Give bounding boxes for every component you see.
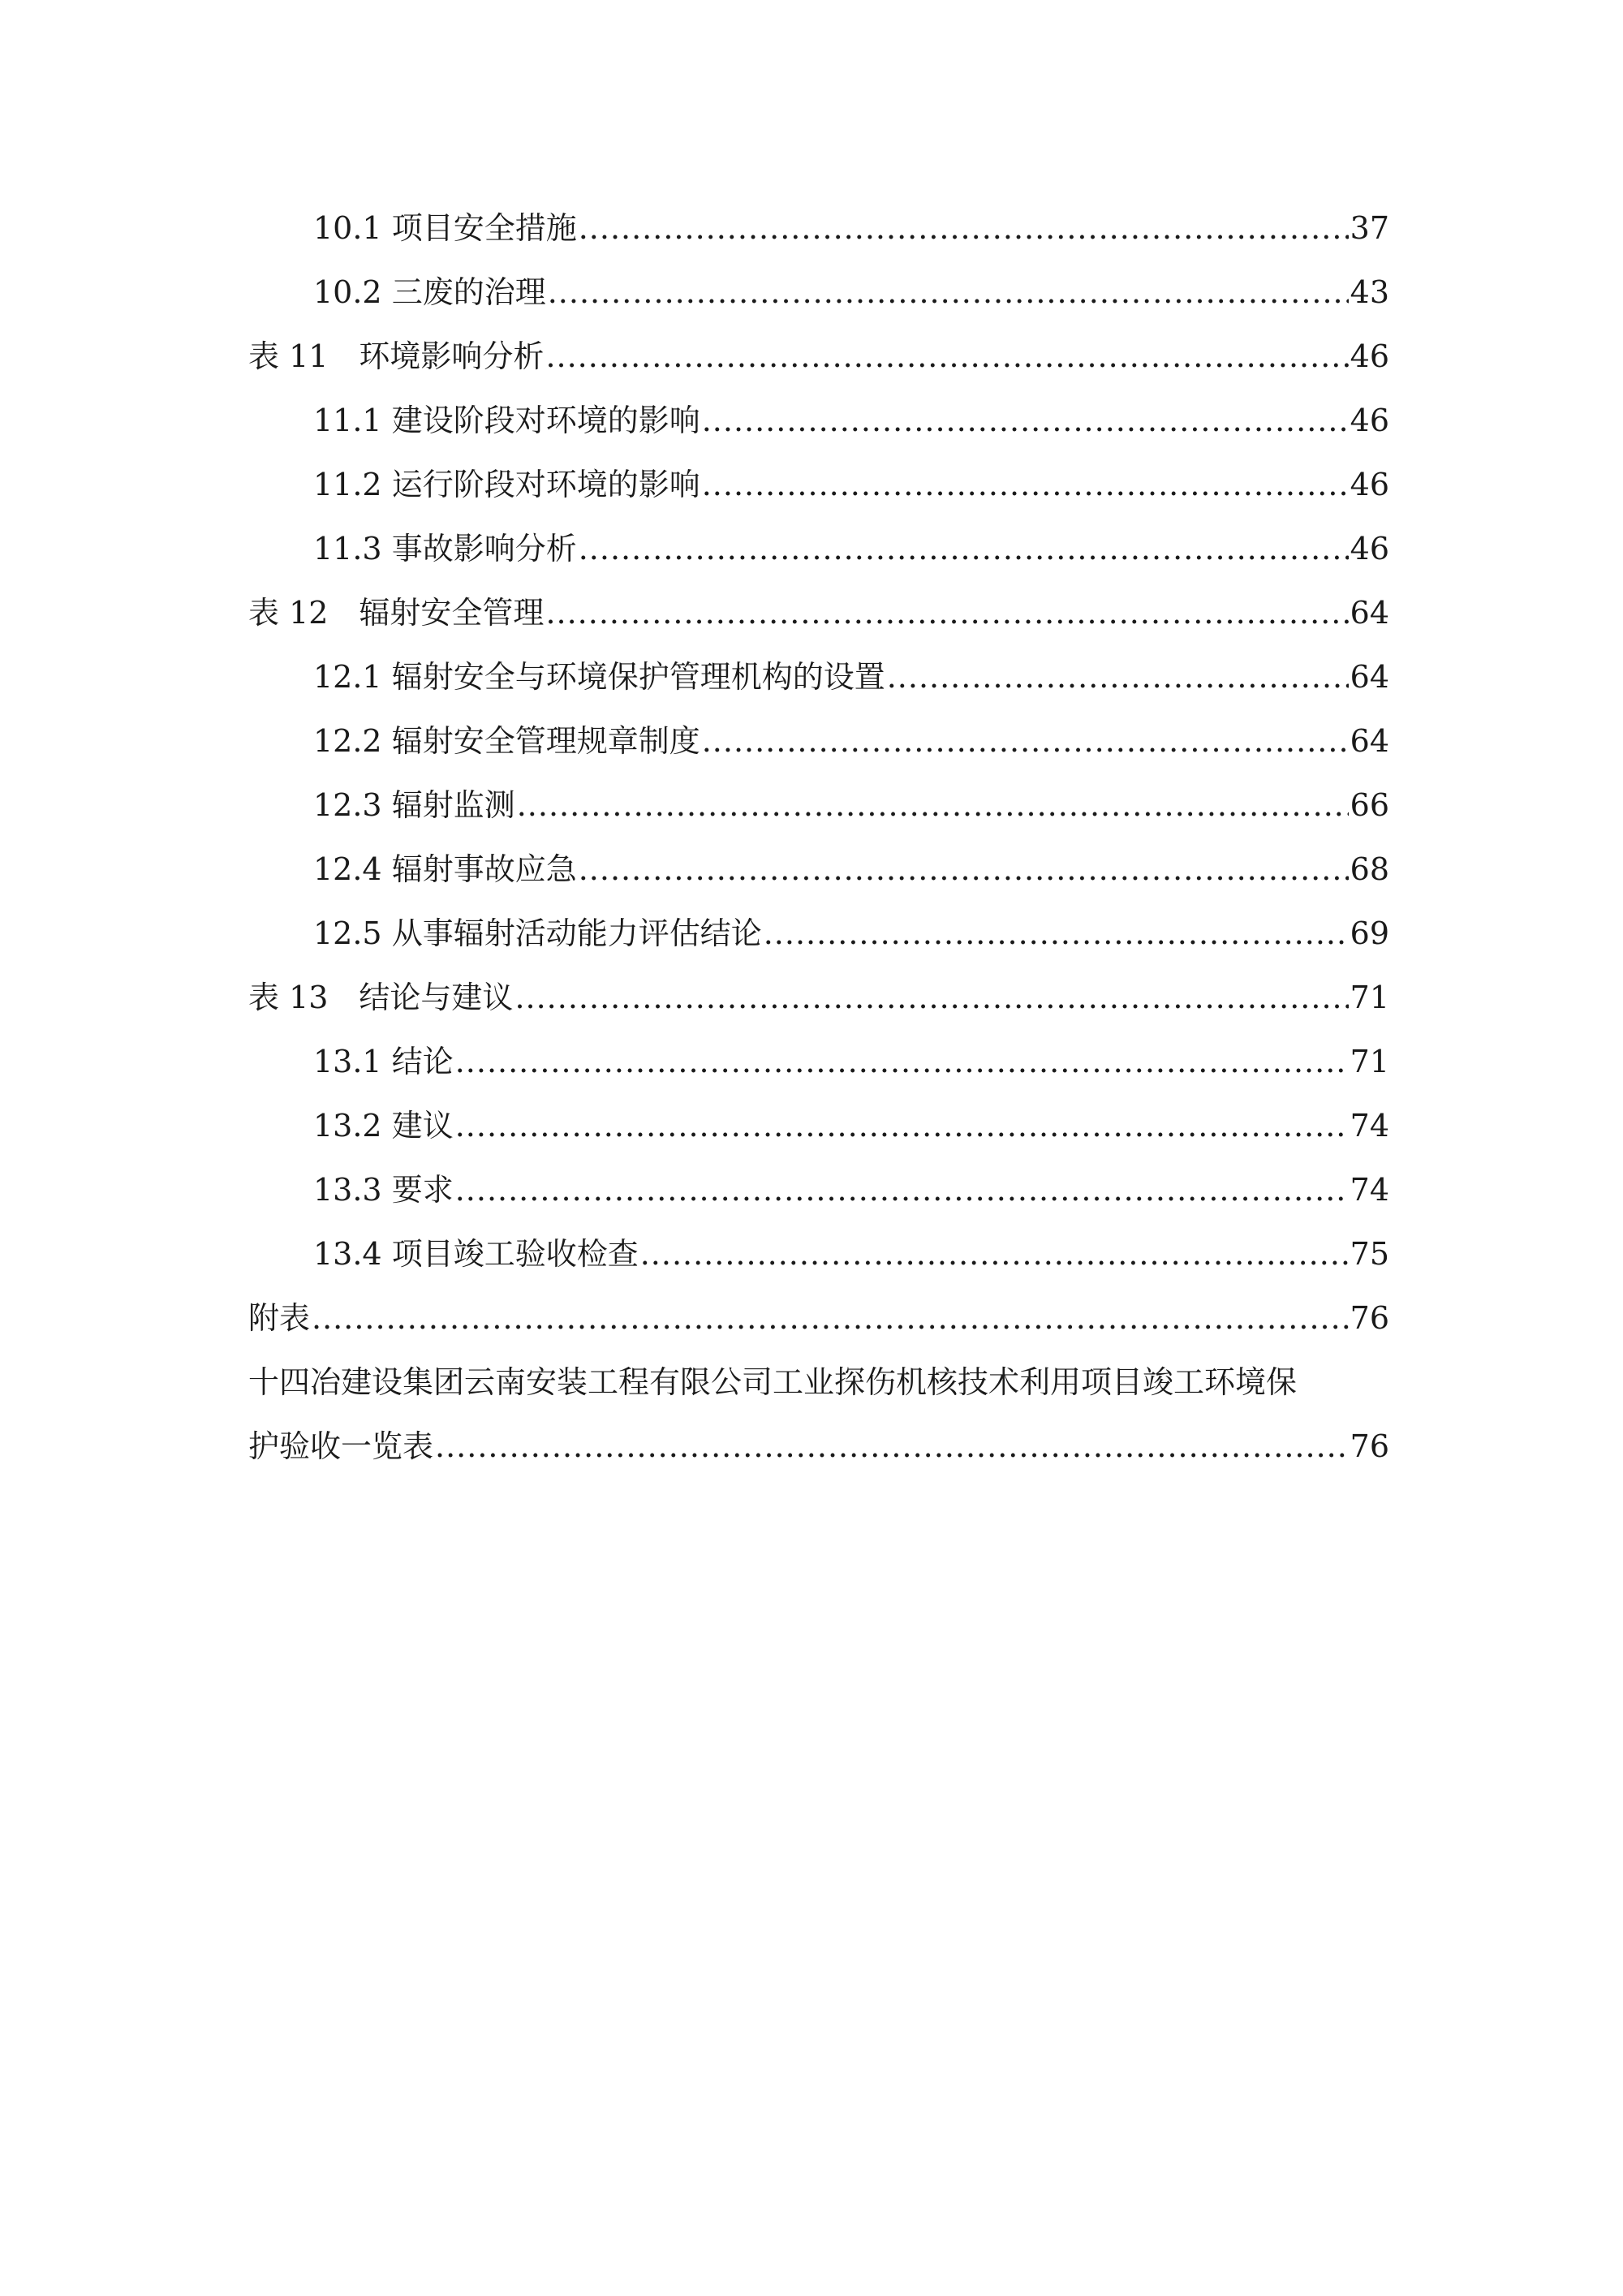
toc-page-number: 69 (1350, 915, 1389, 951)
toc-dot-leader (640, 1222, 1349, 1286)
toc-page-number: 43 (1350, 274, 1389, 310)
toc-page-number: 64 (1350, 723, 1389, 759)
toc-entry[interactable] (248, 709, 1389, 773)
toc-entry[interactable] (248, 261, 1389, 325)
toc-entry-label: 10.2 三废的治理 (313, 274, 546, 310)
toc-page-number: 71 (1350, 1044, 1389, 1079)
toc-entry-label: 13.2 建议 (313, 1108, 454, 1144)
table-of-contents (248, 196, 1389, 1479)
toc-dot-leader (702, 709, 1349, 773)
toc-entry-label: 表 11 环境影响分析 (248, 338, 545, 374)
toc-dot-leader (455, 1030, 1349, 1094)
toc-dot-leader (312, 1286, 1349, 1350)
toc-page-number: 46 (1350, 403, 1389, 438)
toc-page-number: 76 (1350, 1300, 1389, 1336)
toc-entry-label: 12.3 辐射监测 (313, 787, 515, 823)
toc-entry[interactable] (248, 773, 1389, 838)
toc-dot-leader (517, 773, 1349, 838)
toc-entry[interactable] (248, 325, 1389, 389)
toc-page-number: 74 (1350, 1108, 1389, 1144)
toc-page-number: 66 (1350, 787, 1389, 823)
toc-dot-leader (579, 838, 1349, 902)
toc-entry-label-line2: 护验收一览表 (248, 1428, 434, 1464)
toc-entry[interactable] (248, 1158, 1389, 1222)
toc-entry-label-line1: 十四冶建设集团云南安装工程有限公司工业探伤机核技术利用项目竣工环境保 (248, 1364, 1298, 1400)
toc-entry[interactable] (248, 581, 1389, 645)
toc-page-number: 46 (1350, 531, 1389, 566)
toc-entry-label: 13.4 项目竣工验收检查 (313, 1236, 639, 1272)
toc-entry-label: 12.2 辐射安全管理规章制度 (313, 723, 700, 759)
toc-dot-leader (435, 1415, 1349, 1479)
toc-page-number: 64 (1350, 659, 1389, 695)
toc-entry-label: 13.3 要求 (313, 1172, 454, 1208)
toc-entry[interactable] (248, 966, 1389, 1030)
toc-page-number: 64 (1350, 595, 1389, 631)
toc-dot-leader (514, 966, 1348, 1030)
toc-dot-leader (455, 1158, 1349, 1222)
toc-page-number: 68 (1350, 851, 1389, 887)
toc-entry[interactable] (248, 902, 1389, 966)
toc-entry[interactable] (248, 1094, 1389, 1158)
toc-dot-leader (702, 389, 1349, 453)
toc-dot-leader (702, 453, 1349, 517)
toc-entry[interactable] (248, 196, 1389, 261)
toc-entry-label: 表 12 辐射安全管理 (248, 595, 545, 631)
toc-entry-wrapped[interactable] (248, 1350, 1389, 1479)
toc-dot-leader (887, 645, 1349, 709)
toc-entry-label: 12.5 从事辐射活动能力评估结论 (313, 915, 762, 951)
toc-entry-label: 13.1 结论 (313, 1044, 454, 1079)
toc-page-number: 46 (1350, 467, 1389, 502)
toc-entry[interactable] (248, 838, 1389, 902)
toc-page-number: 74 (1350, 1172, 1389, 1208)
toc-entry-label: 11.2 运行阶段对环境的影响 (313, 467, 700, 502)
toc-entry-label: 10.1 项目安全措施 (313, 210, 577, 246)
toc-dot-leader (548, 261, 1349, 325)
toc-entry[interactable] (248, 389, 1389, 453)
toc-entry-label: 11.3 事故影响分析 (313, 531, 577, 566)
toc-entry[interactable] (248, 1222, 1389, 1286)
toc-page-number: 75 (1350, 1236, 1389, 1272)
toc-entry-label-line2-row (248, 1415, 1389, 1479)
toc-page-number: 71 (1350, 980, 1389, 1015)
toc-entry-label: 表 13 结论与建议 (248, 980, 514, 1015)
toc-entry[interactable] (248, 645, 1389, 709)
toc-page-number: 76 (1350, 1428, 1389, 1464)
toc-dot-leader (455, 1094, 1349, 1158)
toc-entry[interactable] (248, 1286, 1389, 1350)
toc-dot-leader (579, 196, 1349, 261)
toc-entry-label: 12.1 辐射安全与环境保护管理机构的设置 (313, 659, 885, 695)
toc-entry-label: 12.4 辐射事故应急 (313, 851, 577, 887)
toc-dot-leader (545, 581, 1348, 645)
toc-page-number: 37 (1350, 210, 1389, 246)
toc-dot-leader (545, 325, 1348, 389)
toc-dot-leader (764, 902, 1349, 966)
toc-page-number: 46 (1350, 338, 1389, 374)
toc-entry-label: 附表 (248, 1300, 311, 1336)
toc-entry[interactable] (248, 517, 1389, 581)
toc-entry[interactable] (248, 453, 1389, 517)
toc-dot-leader (579, 517, 1349, 581)
toc-entry[interactable] (248, 1030, 1389, 1094)
toc-entry-label: 11.1 建设阶段对环境的影响 (313, 403, 700, 438)
